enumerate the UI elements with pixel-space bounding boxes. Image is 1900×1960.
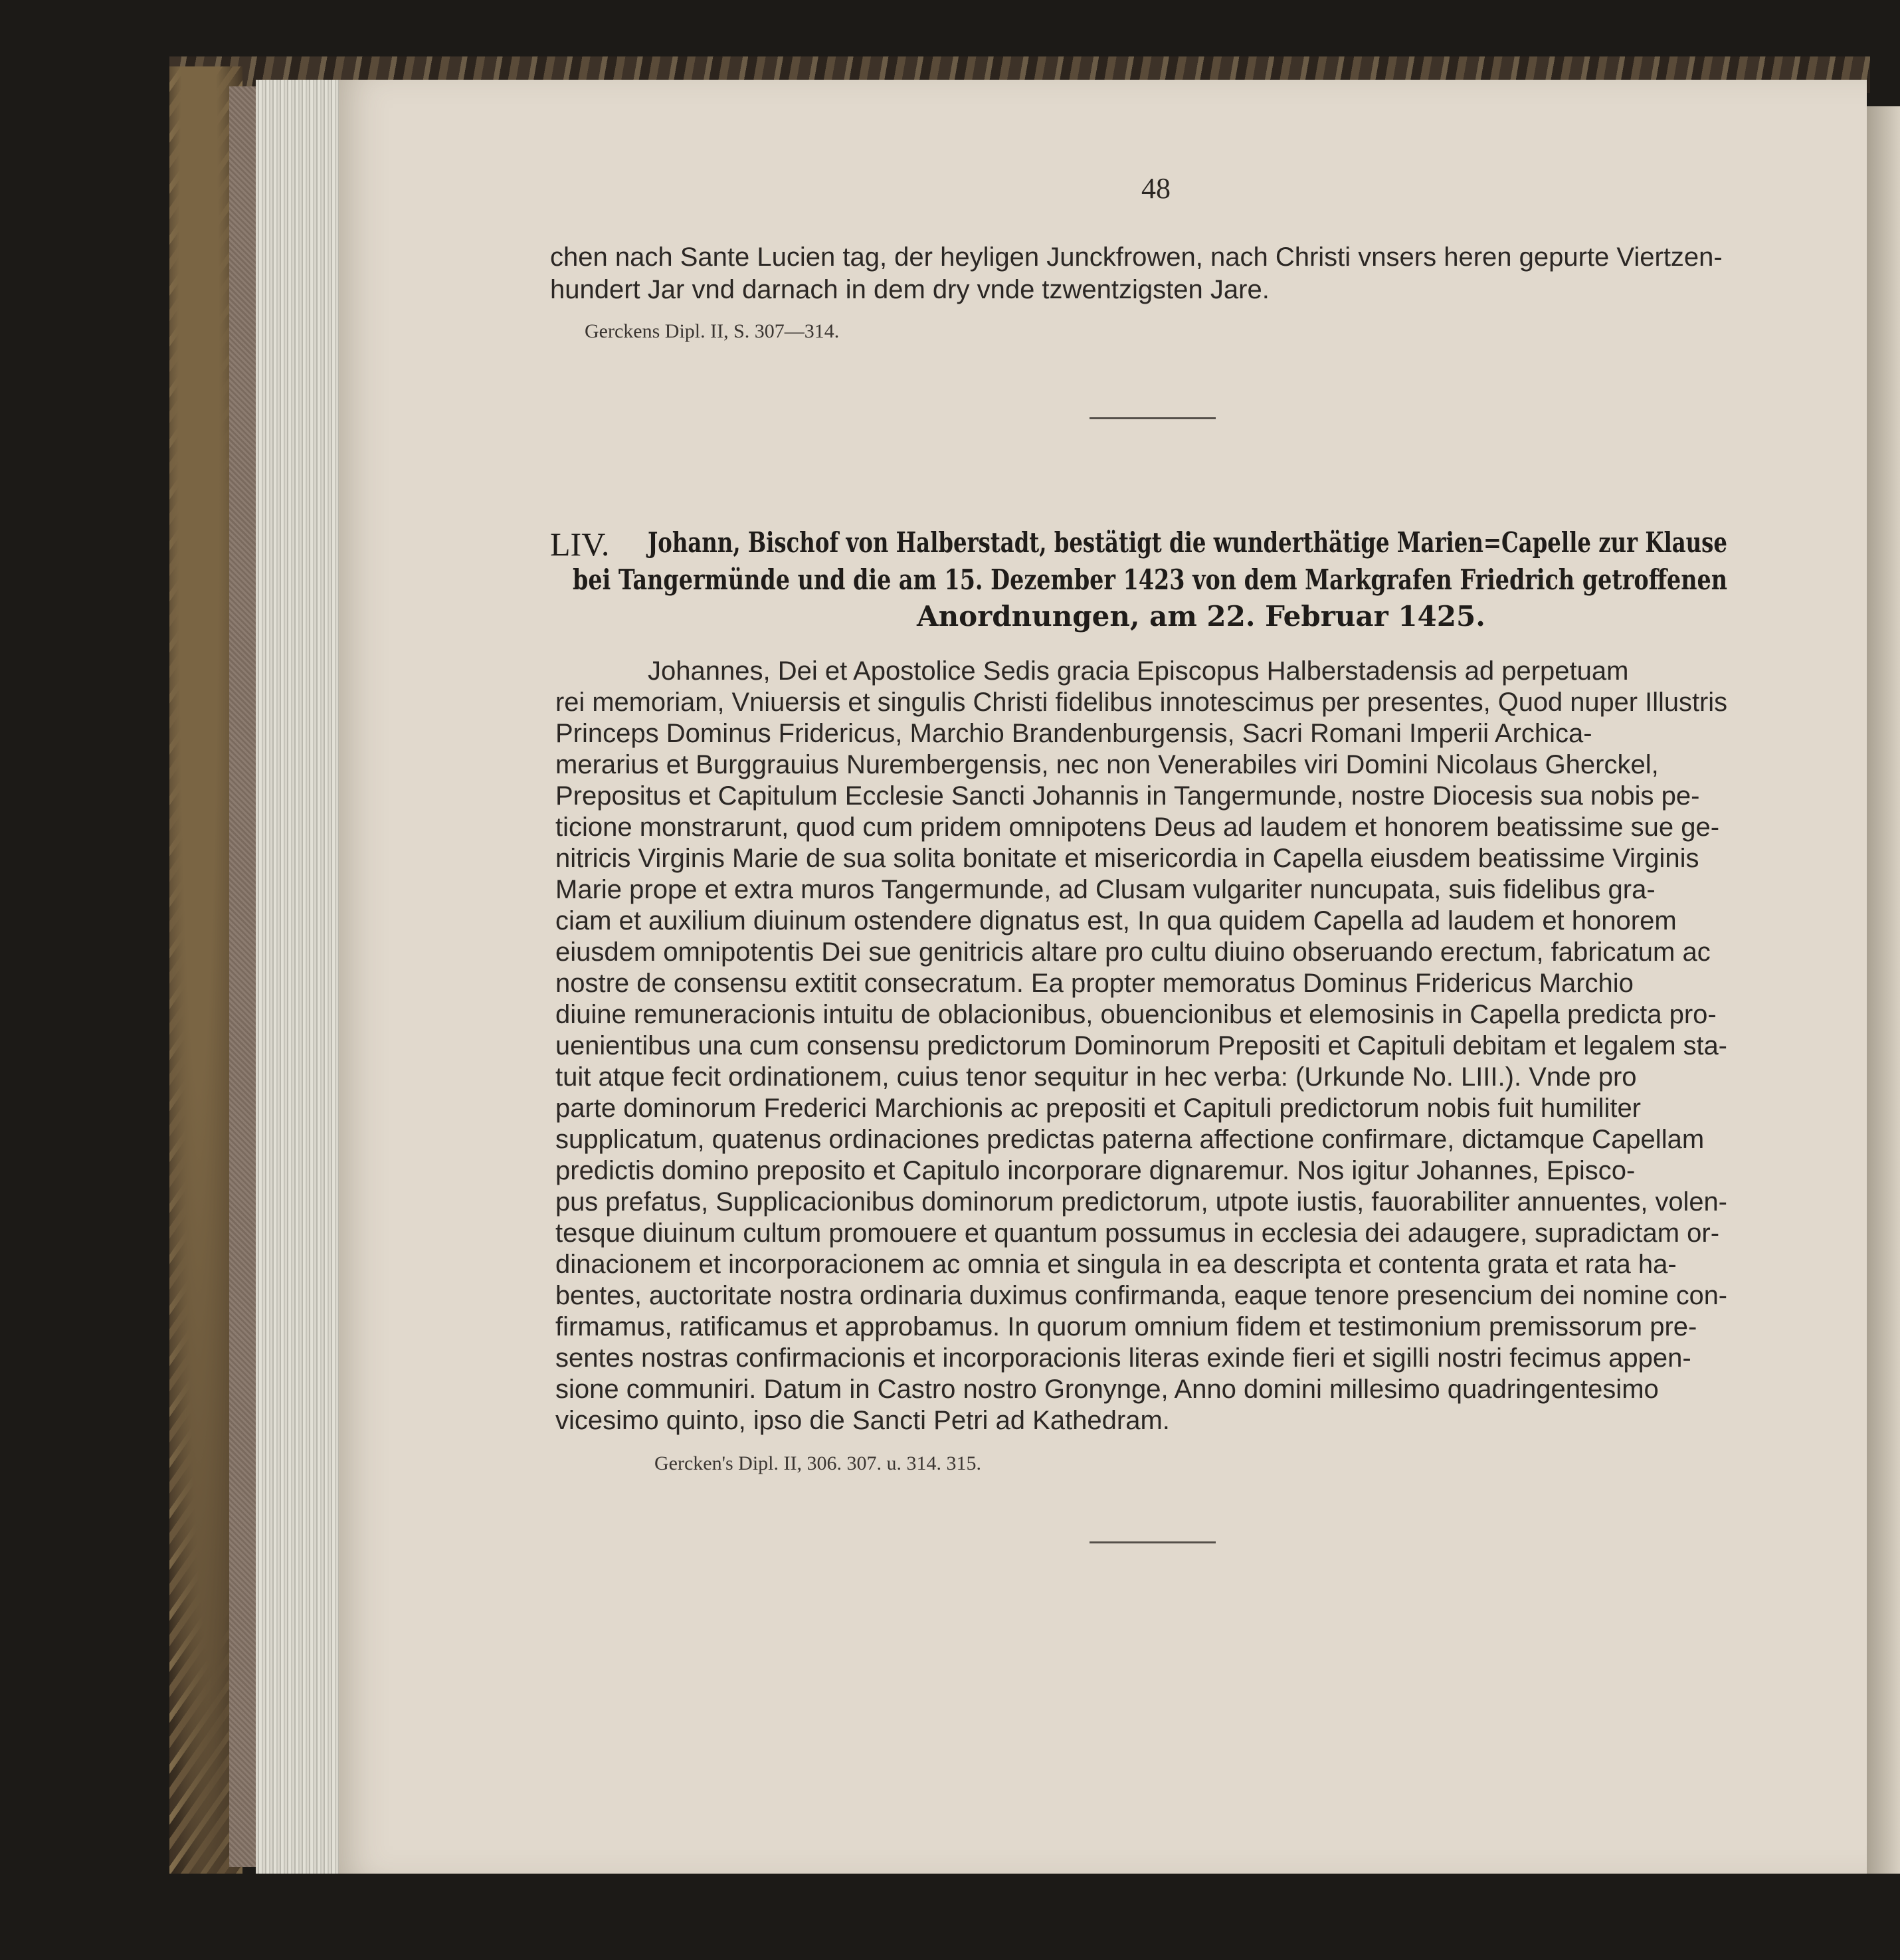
body-line: ticione monstrarunt, quod cum pridem omnipotens Deus ad laudem et honorem beatissime sue ge- [555, 813, 1720, 842]
body-line: pus prefatus, Supplicacionibus dominorum predictorum, utpote iustis, fauorabiliter annuentes, volen- [555, 1187, 1727, 1217]
body-line: supplicatum, quatenus ordinaciones predictas paterna affectione confirmare, dictamque Capellam [555, 1125, 1705, 1154]
body-line: rei memoriam, Vniuersis et singulis Christi fidelibus innotescimus per presentes, Quod nuper Illustris [555, 688, 1728, 717]
body-line: firmamus, ratificamus et approbamus. In quorum omnium fidem et testimonium premissorum pre- [555, 1312, 1697, 1341]
heading-line: Anordnungen, am 22. Februar 1425. [917, 600, 1485, 633]
body-line: sentes nostras confirmacionis et incorporacionis literas exinde fieri et sigilli nostri fecimus appen- [555, 1343, 1691, 1373]
body-line: nostre de consensu extitit consecratum. Ea propter memoratus Dominus Fridericus Marchio [555, 969, 1634, 998]
section-divider [1090, 1541, 1216, 1543]
body-line: Johannes, Dei et Apostolice Sedis gracia Episcopus Halberstadensis ad perpetuam [648, 656, 1629, 686]
body-line: dinacionem et incorporacionem ac omnia et singula in ea descripta et contenta grata et rata ha- [555, 1250, 1677, 1279]
body-line: uenientibus una cum consensu predictorum Dominorum Prepositi et Capituli debitam et legalem sta- [555, 1031, 1727, 1060]
carryover-line: hundert Jar vnd darnach in dem dry vnde tzwentzigsten Jare. [550, 275, 1270, 304]
body-line: eiusdem omnipotentis Dei sue genitricis altare pro cultu diuino obseruando erectum, fabricatum ac [555, 937, 1711, 967]
body-line: nitricis Virginis Marie de sua solita bonitate et misericordia in Capella eiusdem beatissime Virginis [555, 844, 1699, 873]
carryover-reference: Gerckens Dipl. II, S. 307—314. [585, 320, 840, 342]
body-line: predictis domino preposito et Capitulo incorporare dignaremur. Nos igitur Johannes, Episco- [555, 1156, 1636, 1185]
body-line: ciam et auxilium diuinum ostendere dignatus est, In qua quidem Capella ad laudem et honorem [555, 906, 1677, 935]
body-line: bentes, auctoritate nostra ordinaria duximus confirmanda, eaque tenore presencium dei nomine con- [555, 1281, 1727, 1310]
body-line: vicesimo quinto, ipso die Sancti Petri ad Kathedram. [555, 1406, 1170, 1435]
body-line: tesque diuinum cultum promouere et quantum possumus in ecclesia dei adaugere, supradictam or- [555, 1219, 1720, 1248]
body-line: Marie prope et extra muros Tangermunde, ad Clusam vulgariter nuncupata, suis fidelibus gra- [555, 875, 1656, 904]
body-line: Princeps Dominus Fridericus, Marchio Brandenburgensis, Sacri Romani Imperii Archica- [555, 719, 1592, 748]
body-line: merarius et Burggrauius Nurembergensis, nec non Venerabiles viri Domini Nicolaus Gherckel, [555, 750, 1659, 779]
page-edges [256, 80, 345, 1874]
body-line: diuine remuneracionis intuitu de oblacionibus, obuencionibus et elemosinis in Capella predicta pro- [555, 1000, 1717, 1029]
body-line: sione communiri. Datum in Castro nostro Gronynge, Anno domini millesimo quadringentesimo [555, 1375, 1659, 1404]
carryover-line: chen nach Sante Lucien tag, der heyligen Junckfrowen, nach Christi vnsers heren gepurte Viertzen- [550, 243, 1723, 272]
heading-line: Johann, Bischof von Halberstadt, bestätigt die wunderthätige Marien=Capelle zur Klause [648, 526, 1727, 559]
heading-line: bei Tangermünde und die am 15. Dezember 1423 von dem Markgrafen Friedrich getroffenen [573, 563, 1728, 596]
body-reference: Gercken's Dipl. II, 306. 307. u. 314. 315. [654, 1452, 981, 1474]
document-number: LIV. [550, 526, 610, 563]
body-line: Prepositus et Capitulum Ecclesie Sancti Johannis in Tangermunde, nostre Diocesis sua nobis pe- [555, 781, 1700, 811]
body-line: parte dominorum Frederici Marchionis ac prepositi et Capituli predictorum nobis fuit humiliter [555, 1094, 1642, 1123]
body-line: tuit atque fecit ordinationem, cuius tenor sequitur in hec verba: (Urkunde No. LIII.). Vnde pro [555, 1062, 1637, 1092]
page-number: 48 [1141, 172, 1171, 205]
facing-page-edge [1863, 106, 1900, 1874]
section-divider [1090, 417, 1216, 419]
